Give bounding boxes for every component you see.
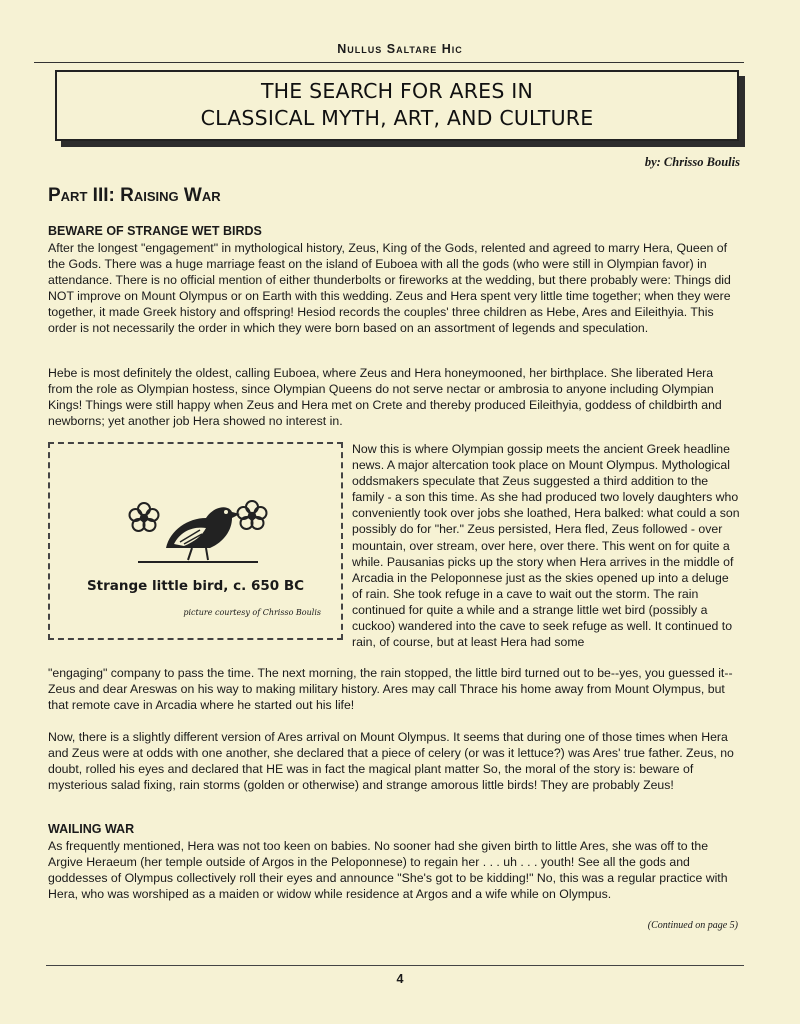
figure-caption: Strange little bird, c. 650 BC bbox=[86, 578, 305, 594]
bird-flowers-icon bbox=[128, 496, 268, 568]
paragraph: Now, there is a slightly different version of Ares arrival on Mount Olympus. It seems that during one of those times when Hera and Zeus were at odds with one another, she declared that a piece of celery (or was it lettuce?) was Ares' true father. Zeus, no doubt, rolled his eyes and declared that HE was in fact the magical plant matter So, the moral of the story is: beware of mysterious salad fixing, rain storms (golden or otherwise) and strange amorous little birds! They are probably Zeus! bbox=[48, 730, 734, 793]
paragraph: After the longest "engagement" in mythological history, Zeus, King of the Gods, relented and agreed to marry Hera, Queen of the Gods. There was a huge marriage feast on the island of Euboea with all the gods (who were still in Olympian favor) in attendance. There is no official mention of either thunderbolts or fireworks at the wedding, but there probably were: Things did NOT improve on Mount Olympus or on Earth with this wedding. Zeus and Hera spent very little time together; when they were together, it made Greek history and offspring! Hesiod records the couples' three children as Hebe, Ares and Eileithyia. This order is not necessarily the order in which they were born based on an assortment of legends and speculation. bbox=[48, 241, 731, 336]
page-number: 4 bbox=[396, 972, 404, 986]
paragraph: "engaging" company to pass the time. The next morning, the rain stopped, the little bird turned out to be--yes, you guessed it-- Zeus and dear Areswas on his way to making military history. Ares may call Thrace his home away from Mount Olympus, but that remote cave in Arcadia where he started out his life! bbox=[48, 666, 733, 713]
article-title-line-1: THE SEARCH FOR ARES IN bbox=[260, 79, 534, 103]
article-title-line-2: CLASSICAL MYTH, ART, AND CULTURE bbox=[200, 106, 594, 130]
figure-bird-illustration bbox=[48, 442, 343, 640]
part-title: Part III: Raising War bbox=[48, 185, 221, 206]
article-title-box bbox=[55, 70, 739, 141]
running-header: Nullus Saltare Hic bbox=[337, 42, 463, 56]
continued-note: (Continued on page 5) bbox=[647, 920, 738, 931]
header-rule bbox=[34, 62, 744, 63]
figure-credit: picture courtesy of Chrisso Boulis bbox=[183, 608, 321, 617]
paragraph-wrapped: Now this is where Olympian gossip meets the ancient Greek headline news. A major altercation took place on Mount Olympus. Mythological oddsmakers speculate that Zeus suggested a third addition to the family - a son this time. As she had produced two lovely daughters who conveniently took over jobs she loathed, Hera balked: what could a son possibly do for "her." Zeus persisted, Hera fled, Zeus followed - over mountain, over stream, over here, over there. This went on for quite a while. Pausanias picks up the story when Hera arrives in the middle of Arcadia in the Peloponnese just as the skies opened up into a deluge of rain. She took refuge in a cave to wait out the storm. The rain continued for quite a while and a strange little wet bird (possibly a cuckoo) wandered into the cave to seek refuge as well. It continued to rain, of course, but at least Hera had some bbox=[352, 442, 740, 650]
paragraph: As frequently mentioned, Hera was not too keen on babies. No sooner had she given birth to little Ares, she was off to the Argive Heraeum (her temple outside of Argos in the Peloponnese) to regain her . . . uh . . . youth! See all the gods and goddesses of Olympus collectively roll their eyes and announce "She's got to be kidding!" No, this was a regular practice with Hera, who was worshiped as a maiden or widow while residence at Argos and a wife while on Olympus. bbox=[48, 839, 728, 902]
section-heading-wailing-war: WAILING WAR bbox=[48, 822, 135, 836]
paragraph: Hebe is most definitely the oldest, calling Euboea, where Zeus and Hera honeymooned, her birthplace. She liberated Hera from the role as Olympian hostess, since Olympian Queens do not serve nectar or ambrosia to anyone including Olympian Kings! Things were still happy when Zeus and Hera met on Crete and thereby produced Eileithyia, goddess of childbirth and newborns; yet another job Hera showed no interest in. bbox=[48, 366, 722, 429]
footer-rule bbox=[46, 965, 744, 966]
byline: by: Chrisso Boulis bbox=[644, 155, 740, 169]
section-heading-strange-birds: BEWARE OF STRANGE WET BIRDS bbox=[48, 224, 262, 238]
